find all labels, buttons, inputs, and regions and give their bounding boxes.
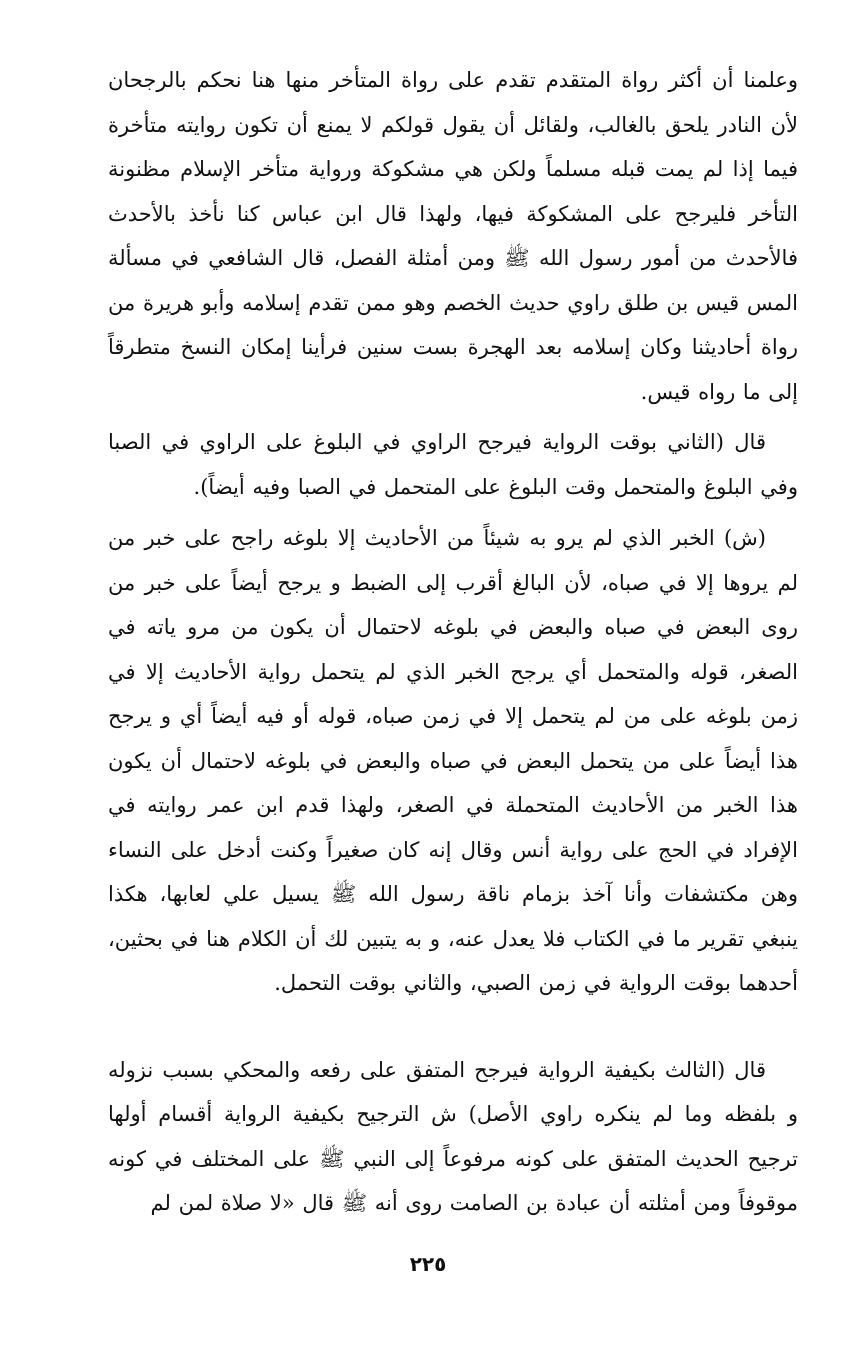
page-number: ٢٢٥ bbox=[409, 1252, 447, 1276]
paragraph-2: قال (الثاني بوقت الرواية فيرجح الراوي في البلوغ على الراوي في الصبا وفي البلوغ والمتحمل وقت البلوغ على المتحمل في الصبا وفيه أيضاً). bbox=[108, 430, 798, 499]
page-body bbox=[108, 58, 798, 1226]
paragraph-3: (ش) الخبر الذي لم يرو به شيئاً من الأحاديث إلا بلوغه راجح على خبر من لم يروها إلا في صباه، لأن البالغ أقرب إلى الضبط و يرجح أيضاً على خبر من روى البعض في صباه والبعض في بلوغه لاحتمال أن يكون من مرو ياته في الصغر، قوله والمتحمل أي يرجح الخبر الذي لم يتحمل رواية الأحاديث إلا في زمن بلوغه على من لم يتحمل إلا في زمن صباه، قوله أو فيه أيضاً أي و يرجح هذا أيضاً على من يتحمل البعض في صباه والبعض في بلوغه لاحتمال أن يكون هذا الخبر من الأحاديث المتحملة في الصغر، ولهذا قدم ابن عمر روايته في الإفراد في الحج على رواية أنس وقال إنه كان صغيراً وكنت أدخل على النساء وهن مكتشفات وأنا آخذ بزمام ناقة رسول الله ﷺ يسيل علي لعابها، هكذا ينبغي تقرير ما في الكتاب فلا يعدل عنه، و به يتبين لك أن الكلام هنا في بحثين، أحدهما بوقت الرواية في زمن الصبي، والثاني بوقت التحمل. bbox=[108, 526, 798, 995]
paragraph-1: وعلمنا أن أكثر رواة المتقدم تقدم على رواة المتأخر منها هنا نحكم بالرجحان لأن النادر يلحق بالغالب، ولقائل أن يقول قولكم لا يمنع أن تكون روايته متأخرة فيما إذا لم يمت قبله مسلماً ولكن هي مشكوكة ورواية متأخر الإسلام مظنونة التأخر فليرجح على المشكوكة فيها، ولهذا قال ابن عباس كنا نأخذ بالأحدث فالأحدث من أمور رسول الله ﷺ ومن أمثلة الفصل، قال الشافعي في مسألة المس قيس بن طلق راوي حديث الخصم وهو ممن تقدم إسلامه وأبو هريرة من رواة أحاديثنا وكان إسلامه بعد الهجرة بست سنين فرأينا إمكان النسخ متطرقاً إلى ما رواه قيس. bbox=[108, 68, 798, 404]
paragraph-4: قال (الثالث بكيفية الرواية فيرجح المتفق على رفعه والمحكي بسبب نزوله و بلفظه وما لم ينكره راوي الأصل) ش الترجيح بكيفية الرواية أقسام أولها ترجيح الحديث المتفق على كونه مرفوعاً إلى النبي ﷺ على المختلف في كونه موقوفاً ومن أمثلته أن عبادة بن الصامت روى أنه ﷺ قال «لا صلاة لمن لم bbox=[108, 1057, 798, 1215]
